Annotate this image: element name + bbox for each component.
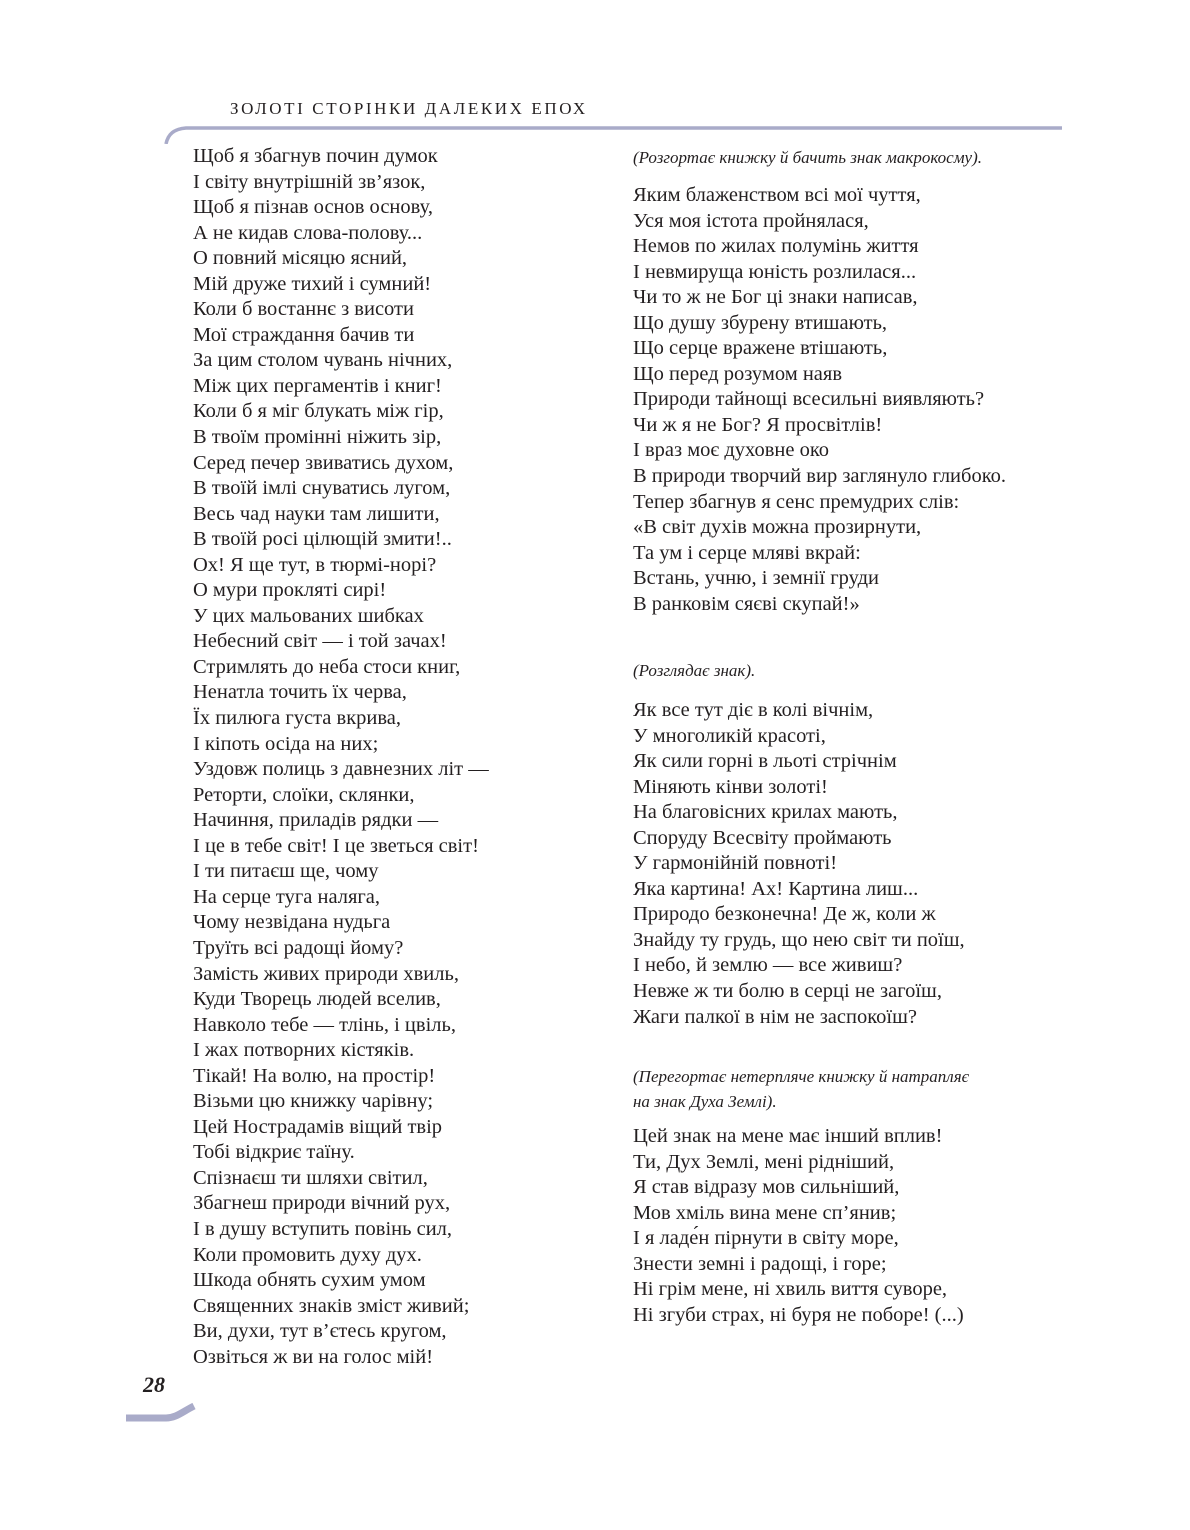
header-rule — [160, 122, 1062, 144]
verse-line: Ви, духи, тут в’єтесь кругом, — [193, 1320, 447, 1343]
verse-line: Тепер збагнув я сенс премудрих слів: — [633, 490, 960, 513]
verse-line: Тобі відкриє таїну. — [193, 1141, 355, 1164]
verse-line: І невмируща юність розлилася... — [633, 260, 917, 283]
poem-right-block-3 — [633, 1124, 1073, 1328]
verse-line: Навколо тебе — тлінь, і цвіль, — [193, 1013, 456, 1036]
verse-line: Озвіться ж ви на голос мій! — [193, 1345, 434, 1368]
verse-line: Ох! Я ще тут, в тюрмі-норі? — [193, 553, 437, 576]
verse-line: Що перед розумом наяв — [633, 362, 843, 385]
verse-line: Цей Нострадамів віщий твір — [193, 1115, 443, 1138]
verse-line: В природи творчий вир заглянуло глибоко. — [633, 465, 1007, 488]
verse-line: На благовісних крилах мають, — [633, 801, 898, 824]
verse-line: «В світ духів можна прозирнути, — [633, 516, 922, 539]
verse-line: Я став відразу мов сильніший, — [633, 1176, 900, 1199]
verse-line: Чи ж я не Бог? Я просвітлів! — [633, 413, 883, 436]
verse-line: Щоб я пізнав основ основу, — [193, 196, 433, 219]
verse-line: Що душу збурену втишають, — [633, 311, 888, 334]
verse-line: І ти питаєш ще, чому — [193, 860, 379, 883]
verse-line: Яким блаженством всі мої чуття, — [633, 184, 921, 206]
verse-line: Щоб я збагнув почин думок — [193, 145, 438, 167]
verse-line: Ні згуби страх, ні буря не поборе! (...) — [633, 1303, 964, 1326]
verse-line: Міняють кінви золоті! — [633, 775, 828, 798]
verse-line: Стримлять до неба стоси книг, — [193, 655, 461, 678]
verse-line: В твоїй росі цілющій змити!.. — [193, 528, 452, 551]
verse-line: Небесний світ — і той зачах! — [193, 630, 447, 653]
stage-direction: (Перегортає нетерпляче книжку й натрапляє — [633, 1067, 970, 1086]
verse-line: Весь чад науки там лишити, — [193, 502, 440, 525]
verse-line: У цих мальованих шибках — [193, 604, 424, 627]
verse-line: Природо безконечна! Де ж, коли ж — [633, 903, 936, 926]
verse-line: Збагнеш природи вічний рух, — [193, 1192, 451, 1215]
verse-line: Як все тут діє в колі вічнім, — [633, 699, 874, 721]
verse-line: І кіпоть осіда на них; — [193, 732, 379, 755]
verse-line: Уся моя істота пройнялася, — [633, 209, 869, 232]
stage-direction: (Розгортає книжку й бачить знак макрокосму). — [633, 148, 983, 167]
poem-left-column — [193, 144, 593, 1370]
verse-line: І жах потворних кістяків. — [193, 1039, 415, 1062]
verse-line: Серед печер звиватись духом, — [193, 451, 454, 474]
verse-line: Що серце вражене втішають, — [633, 337, 888, 360]
verse-line: Мої страждання бачив ти — [193, 323, 415, 346]
verse-line: І небо, й землю — все живиш? — [633, 954, 903, 977]
verse-line: Куди Творець людей вселив, — [193, 988, 441, 1011]
verse-line: На серце туга наляга, — [193, 885, 381, 908]
verse-line: І це в тебе світ! І це зветься світ! — [193, 834, 479, 857]
verse-line: І в душу вступить повінь сил, — [193, 1217, 453, 1240]
verse-line: Спізнаєш ти шляхи світил, — [193, 1166, 428, 1189]
verse-line: Їх пилюга густа вкрива, — [193, 707, 402, 730]
verse-line: Невже ж ти болю в серці не загоїш, — [633, 980, 942, 1003]
verse-line: Чому незвідана нудьга — [193, 911, 391, 934]
verse-line: В ранковім сяєві скупай!» — [633, 592, 860, 615]
verse-line: У многоликій красоті, — [633, 724, 826, 747]
stage-direction: (Розглядає знак). — [633, 661, 756, 680]
verse-line: Встань, учню, і земнії груди — [633, 567, 879, 590]
page-number: 28 — [143, 1372, 165, 1397]
poem-right-block-2 — [633, 698, 1073, 1030]
verse-line: Уздовж полиць з давнезних літ — — [193, 758, 489, 781]
verse-line: Священних знаків зміст живий; — [193, 1294, 470, 1317]
verse-line: Як сили горні в льоті стрічнім — [633, 750, 897, 773]
verse-line: Ні грім мене, ні хвиль виття суворе, — [633, 1278, 948, 1301]
verse-line: Між цих пергаментів і книг! — [193, 374, 442, 397]
verse-line: Візьми цю книжку чарівну; — [193, 1090, 434, 1113]
verse-line: Замість живих природи хвиль, — [193, 962, 459, 985]
verse-line: Коли промовить духу дух. — [193, 1243, 422, 1266]
verse-line: В твоїй імлі снуватись лугом, — [193, 477, 451, 500]
verse-line: Споруду Всесвіту проймають — [633, 826, 892, 849]
verse-line: Чи то ж не Бог ці знаки написав, — [633, 286, 918, 309]
verse-line: Начиння, приладів рядки — — [193, 809, 439, 832]
verse-line: Цей знак на мене має інший вплив! — [633, 1125, 943, 1147]
verse-line: Та ум і серце мляві вкрай: — [633, 541, 861, 564]
verse-line: Тікай! На волю, на простір! — [193, 1064, 436, 1087]
verse-line: Знайду ту грудь, що нею світ ти поїш, — [633, 928, 965, 951]
verse-line: І враз моє духовне око — [633, 439, 830, 462]
verse-line: За цим столом чувань нічних, — [193, 349, 453, 372]
verse-line: І світу внутрішній зв’язок, — [193, 170, 426, 193]
header-title: ЗОЛОТІ СТОРІНКИ ДАЛЕКИХ ЕПОХ — [230, 99, 588, 118]
verse-line: Коли б я міг блукать між гір, — [193, 400, 444, 423]
verse-line: О повний місяцю ясний, — [193, 247, 408, 270]
verse-line: І я ладе́н пірнути в світу море, — [633, 1227, 899, 1250]
verse-line: В твоїм промінні ніжить зір, — [193, 426, 442, 449]
verse-line: Ненатла точить їх черва, — [193, 681, 407, 704]
verse-line: О мури прокляті сирі! — [193, 579, 387, 602]
verse-line: Яка картина! Ах! Картина лиш... — [633, 877, 919, 900]
verse-line: Мій друже тихий і сумний! — [193, 272, 432, 295]
verse-line: Труїть всі радощі йому? — [193, 936, 404, 959]
verse-line: Жаги палкої в нім не заспокоїш? — [633, 1005, 917, 1028]
verse-line: Природи тайнощі всесильні виявляють? — [633, 388, 985, 411]
footer-swoosh — [124, 1394, 196, 1428]
verse-line: У гармонійній повноті! — [633, 852, 838, 875]
verse-line: Шкода обнять сухим умом — [193, 1269, 426, 1292]
verse-line: Знести земні і радощі, і горе; — [633, 1252, 887, 1275]
stage-direction: на знак Духа Землі). — [633, 1092, 777, 1111]
verse-line: Реторти, слоїки, склянки, — [193, 783, 415, 806]
verse-line: А не кидав слова-полову... — [193, 221, 423, 244]
verse-line: Коли б востаннє з висоти — [193, 298, 414, 321]
verse-line: Ти, Дух Землі, мені рідніший, — [633, 1150, 895, 1173]
verse-line: Мов хміль вина мене сп’янив; — [633, 1201, 897, 1224]
poem-right-block-1 — [633, 183, 1073, 617]
verse-line: Немов по жилах полумінь життя — [633, 235, 919, 258]
